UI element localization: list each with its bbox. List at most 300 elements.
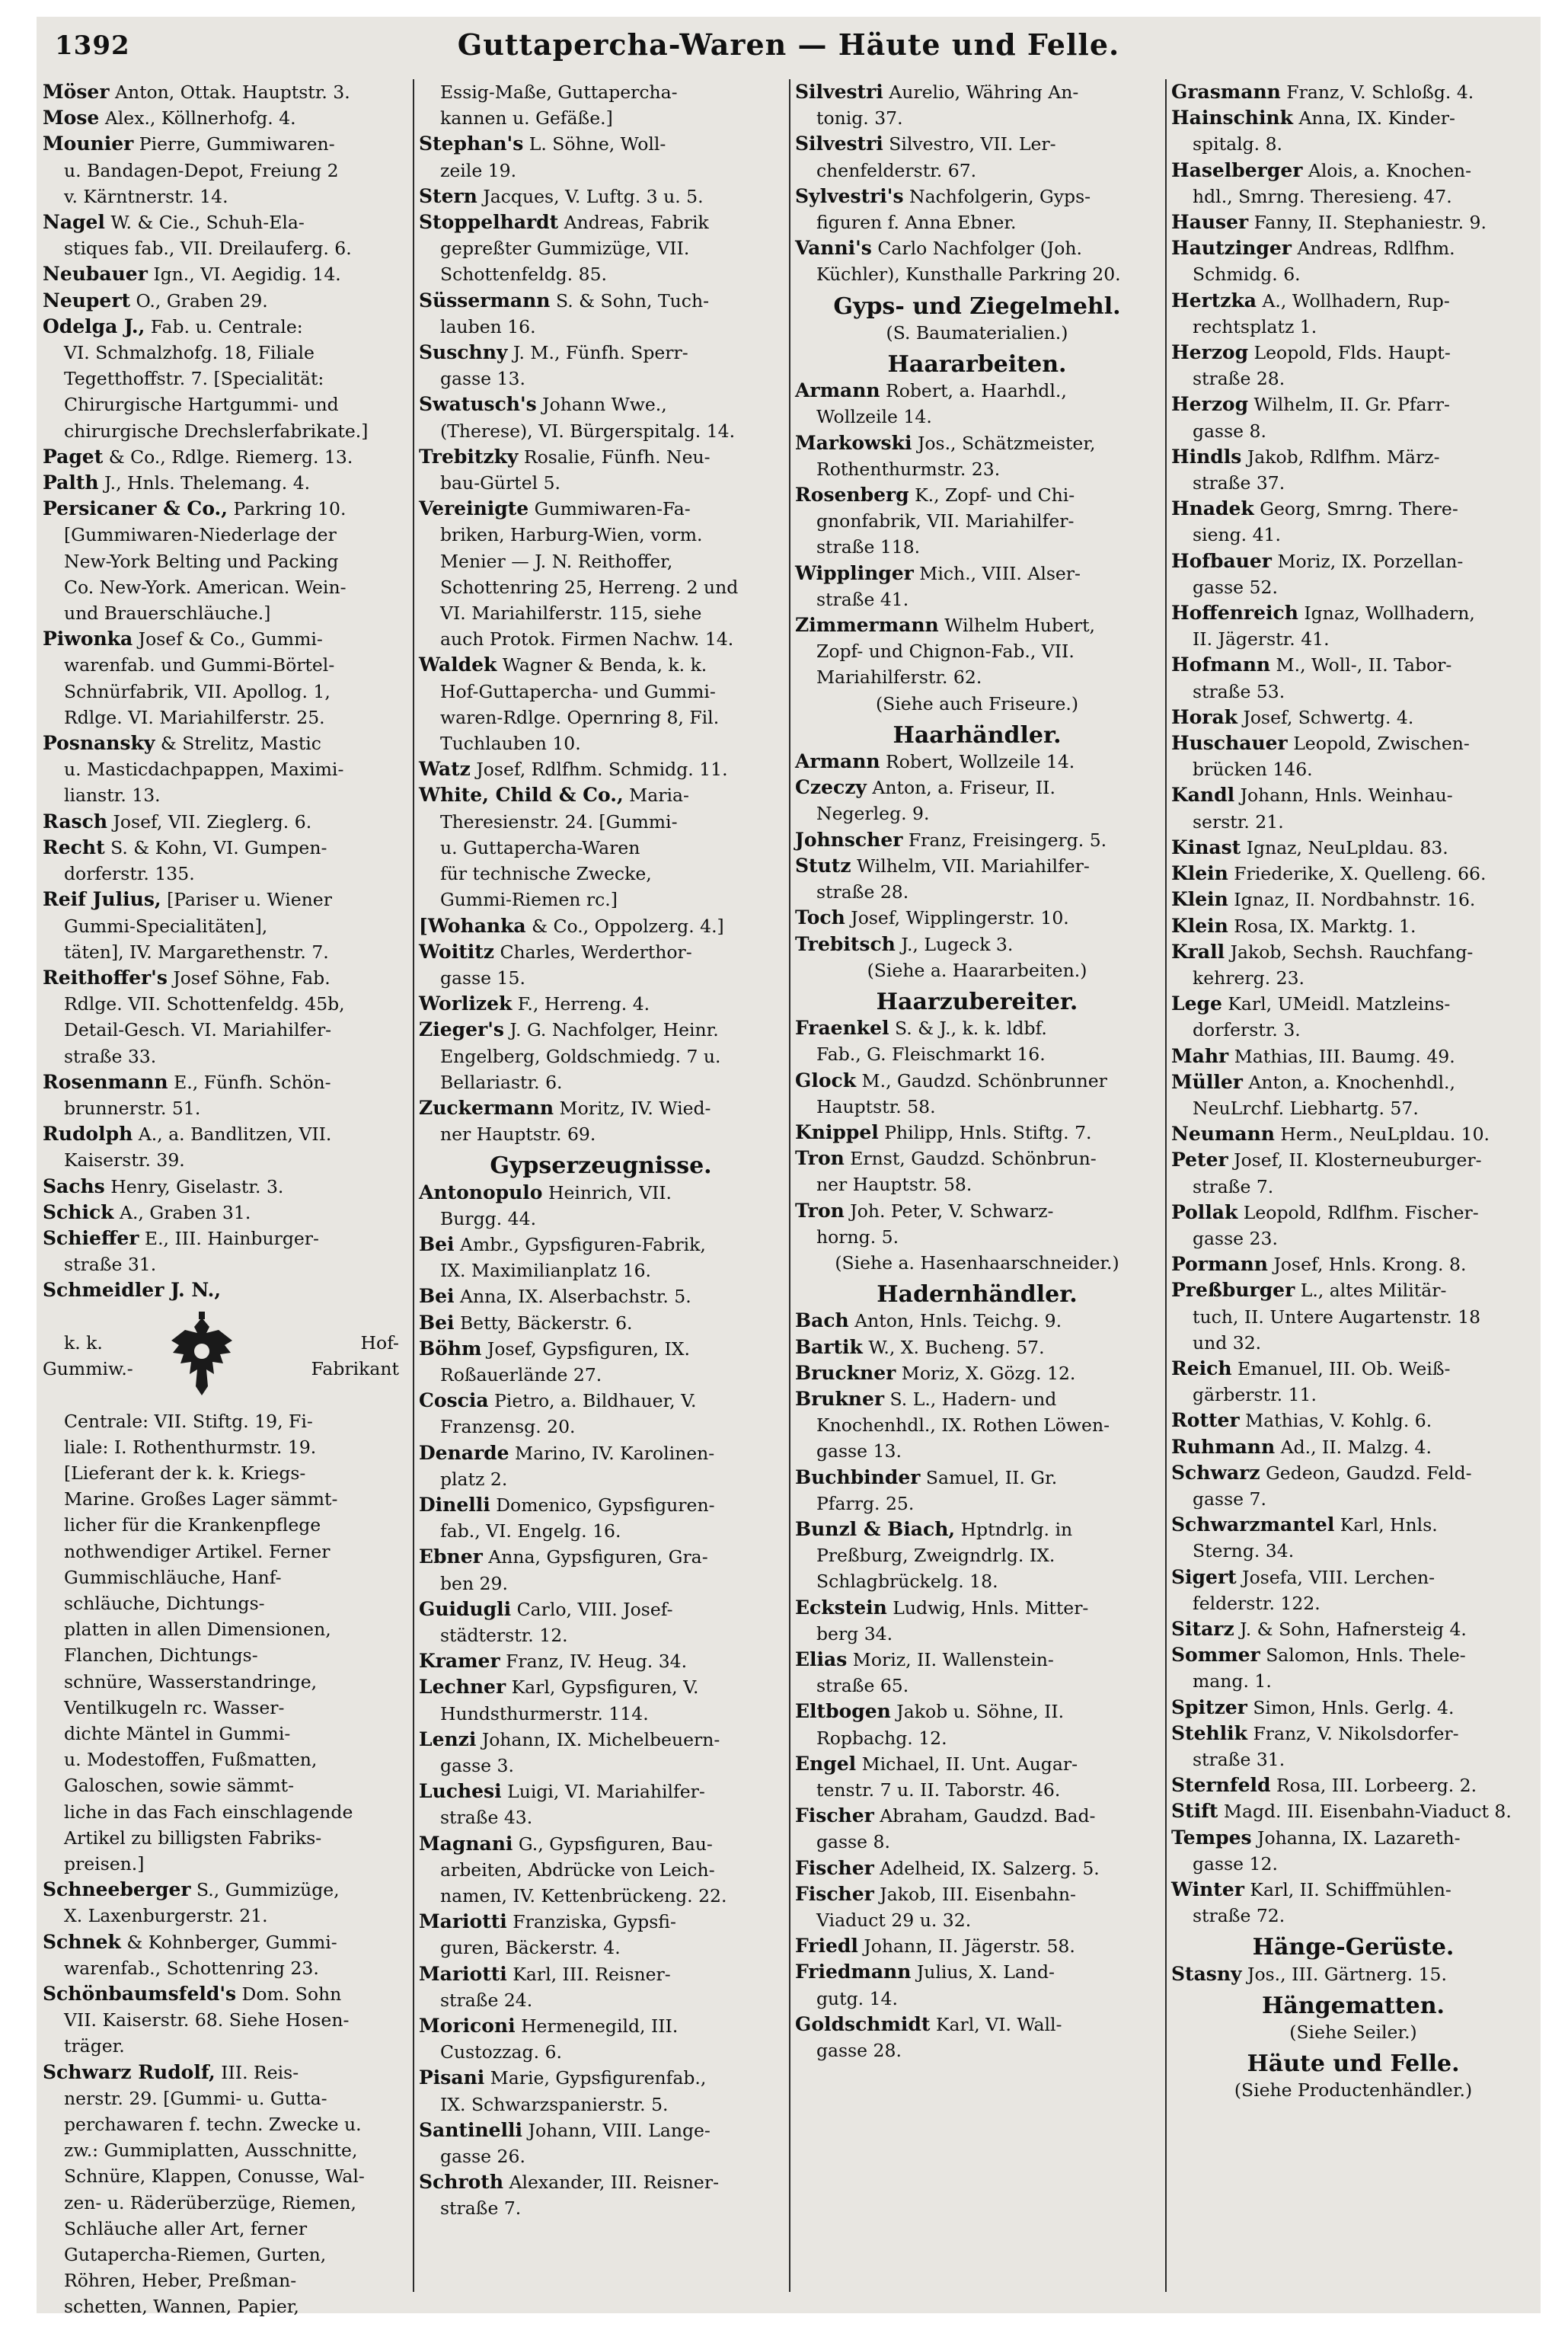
entry-continuation: u. Modestoffen, Fußmatten, [64,1749,318,1771]
entry-name: Brukner [795,1387,885,1410]
entry-name: Müller [1171,1070,1243,1093]
directory-entry [1171,1200,1535,1226]
entry-name: Lege [1171,992,1222,1015]
entry-continuation: gasse 12. [1193,1852,1278,1875]
column-divider [413,79,414,2292]
entry-details: Ignaz, Wollhadern, [1298,602,1475,625]
entry-name: White, Child & Co., [419,784,624,807]
entry-name: Mariotti [419,1962,507,1985]
entry-details: G., Gypsfiguren, Bau- [513,1833,713,1855]
entry-continuation: straße 7. [440,2197,522,2220]
entry-name: Zuckermann [419,1096,554,1119]
entry-continuation: Gummischläuche, Hanf- [64,1566,282,1588]
entry-details: Abraham, Gaudzd. Bad- [873,1805,1096,1827]
directory-entry [419,652,783,678]
entry-continuation: Schläuche aller Art, ferner [64,2217,308,2239]
entry-name: Grasmann [1171,81,1281,103]
directory-column-3 [795,79,1159,2300]
entry-details: J., Lugeck 3. [895,933,1014,955]
directory-entry [1171,1044,1535,1069]
entry-continuation: Hof-Guttapercha- und Gummi- [440,680,716,702]
directory-entry [43,1174,407,1200]
directory-entry [43,314,407,340]
crest-left-text [43,1330,157,1382]
directory-entry [1171,1356,1535,1382]
entry-continuation: lauben 16. [440,315,536,337]
entry-name: Hoffenreich [1171,602,1298,625]
entry-continuation: Chirurgische Hartgummi- und [64,394,339,416]
entry-details: S. L., Hadern- und [884,1388,1057,1410]
entry-continuation: Custozzag. 6. [440,2041,562,2063]
directory-entry [419,1310,783,1336]
directory-entry [419,1095,783,1121]
crest-text: Fabrikant [311,1358,399,1380]
directory-entry [43,261,407,287]
entry-continuation: New-York Belting und Packing [64,550,339,572]
entry-name: Hertzka [1171,289,1257,312]
entry-name: Schieffer [43,1226,139,1249]
directory-entry [1171,705,1535,730]
entry-details: Moriz, II. Wallenstein- [847,1648,1054,1670]
entry-name: Reif Julius, [43,888,161,911]
directory-entry [1171,1565,1535,1590]
directory-entry [795,853,1159,879]
entry-continuation: Marine. Großes Lager sämmt- [64,1488,338,1510]
entry-continuation: brücken 146. [1193,759,1313,781]
directory-entry [419,1727,783,1753]
entry-name: Magnani [419,1832,513,1855]
entry-name: Elias [795,1648,848,1670]
entry-name: Schick [43,1200,114,1223]
directory-entry [1171,1460,1535,1486]
entry-continuation: kehrerg. 23. [1193,967,1305,989]
entry-name: Rosenberg [795,484,909,507]
entry-continuation: Flanchen, Dichtungs- [64,1644,258,1667]
entry-details: Alex., Köllnerhofg. 4. [99,107,296,129]
entry-name: Rasch [43,810,108,833]
entry-details: Emanuel, III. Ob. Weiß- [1231,1357,1451,1379]
entry-name: Preßburger [1171,1279,1295,1302]
entry-details: Johann, II. Jägerstr. 58. [857,1935,1075,1958]
entry-name: Recht [43,836,105,858]
directory-entry [795,131,1159,157]
page-header [37,17,1541,67]
directory-entry [43,1929,407,1955]
directory-entry [1171,1512,1535,1538]
entry-continuation: und Brauerschläuche.] [64,602,271,625]
directory-entry [1171,340,1535,366]
entry-continuation: straße 31. [64,1254,157,1276]
directory-entry [795,1120,1159,1146]
entry-continuation: [Gummiwaren-Niederlage der [64,524,337,546]
entry-continuation: straße 43. [440,1807,533,1829]
entry-name: Sternfeld [1171,1774,1271,1797]
entry-name: Dinelli [419,1493,490,1516]
directory-entry [1171,496,1535,522]
entry-name: Suschny [419,341,508,364]
entry-name: Buchbinder [795,1465,921,1488]
directory-entry [795,1198,1159,1224]
entry-continuation: waren-Rdlge. Opernring 8, Fil. [440,706,720,728]
directory-entry [419,1388,783,1414]
directory-entry [1171,1277,1535,1303]
entry-name: Schmeidler J. N., [43,1279,222,1302]
entry-continuation: straße 72. [1193,1905,1285,1927]
entry-details: Johann, VIII. Lange- [522,2119,711,2141]
entry-name: Fischer [795,1856,874,1879]
entry-details: Charles, Werderthor- [494,941,692,963]
entry-name: Engel [795,1752,857,1775]
entry-name: Worlizek [419,992,513,1015]
entry-continuation: u. Masticdachpappen, Maximi- [64,759,344,781]
entry-continuation: Schmidg. 6. [1193,264,1301,286]
entry-details: Anna, IX. Kinder- [1292,107,1455,129]
entry-continuation: straße 37. [1193,472,1285,494]
directory-entry [419,392,783,417]
directory-entry [1171,444,1535,470]
entry-details: Ignaz, II. Nordbahnstr. 16. [1228,889,1476,911]
directory-entry [795,827,1159,853]
directory-entry [795,1146,1159,1171]
entry-name: Bei [419,1311,455,1334]
entry-details: J. G. Nachfolger, Heinr. [503,1019,719,1041]
entry-continuation: gärberstr. 11. [1193,1384,1317,1406]
crest-text: Gummiw.- [43,1358,133,1380]
directory-entry [795,1068,1159,1094]
entry-continuation: warenfab. und Gummi-Börtel- [64,654,335,676]
entry-continuation: liale: I. Rothenthurmstr. 19. [64,1436,317,1458]
entry-details: Ignaz, NeuLpldau. 83. [1241,836,1448,858]
directory-entry [795,612,1159,638]
directory-entry [795,430,1159,456]
entry-name: Ruhmann [1171,1435,1276,1458]
entry-continuation: Mariahilferstr. 62. [816,666,982,689]
entry-continuation: bau-Gürtel 5. [440,472,561,494]
entry-continuation: Pfarrg. 25. [816,1492,915,1514]
entry-continuation: gasse 13. [816,1440,902,1462]
directory-entry [43,2060,407,2085]
entry-details: Anton, Hnls. Teichg. 9. [848,1310,1062,1332]
entry-details: Franz, Freisingerg. 5. [902,829,1107,851]
entry-details: Josef, VII. Zieglerg. 6. [107,810,312,833]
entry-name: Rotter [1171,1409,1240,1432]
entry-continuation: Küchler), Kunsthalle Parkring 20. [816,264,1121,286]
entry-continuation: serstr. 21. [1193,810,1284,833]
entry-continuation: chenfelderstr. 67. [816,159,977,181]
entry-continuation: straße 65. [816,1675,909,1697]
entry-continuation: tuch, II. Untere Augartenstr. 18 [1193,1306,1481,1328]
entry-details: Josef, Wipplingerstr. 10. [845,907,1069,929]
entry-name: Johnscher [795,828,903,851]
entry-continuation: u. Bandagen-Depot, Freiung 2 [64,159,339,181]
section-heading: Haarzubereiter. [876,988,1078,1015]
entry-continuation: Fab., G. Fleischmarkt 16. [816,1044,1046,1066]
entry-details: Rosalie, Fünfh. Neu- [518,446,711,468]
entry-details: Josef, Hnls. Krong. 8. [1267,1254,1467,1276]
entry-continuation: Schnüre, Klappen, Conusse, Wal- [64,2165,365,2188]
entry-name: Winter [1171,1878,1244,1901]
entry-continuation: straße 41. [816,588,909,610]
entry-continuation: rechtsplatz 1. [1193,315,1317,337]
entry-name: Klein [1171,862,1228,885]
entry-details: Jacques, V. Luftg. 3 u. 5. [477,185,704,207]
directory-entry [419,2169,783,2195]
directory-entry [795,1647,1159,1673]
entry-continuation: Engelberg, Goldschmiedg. 7 u. [440,1045,721,1067]
cross-reference: (Siehe Productenhändler.) [1234,2079,1473,2101]
entry-name: Glock [795,1069,857,1091]
entry-details: E., Fünfh. Schön- [168,1071,331,1093]
directory-entry [419,939,783,965]
entry-name: Schroth [419,2171,504,2194]
entry-continuation: warenfab., Schottenring 23. [64,1957,319,1979]
entry-continuation: briken, Harburg-Wien, vorm. [440,524,703,546]
entry-name: Armann [795,379,880,402]
entry-details: Ernst, Gaudzd. Schönbrun- [844,1148,1097,1170]
entry-name: Watz [419,758,471,781]
entry-name: Krall [1171,940,1225,963]
entry-name: Coscia [419,1389,489,1412]
entry-continuation: nerstr. 29. [Gummi- u. Gutta- [64,2087,327,2109]
entry-continuation: Viaduct 29 u. 32. [816,1910,972,1932]
entry-continuation: ben 29. [440,1572,508,1594]
entry-continuation: Wollzeile 14. [816,406,932,428]
entry-details: A., Wollhadern, Rup- [1256,289,1450,312]
entry-details: Karl, UMeidl. Matzleins- [1222,993,1451,1015]
entry-details: S., Gummizüge, [190,1879,340,1901]
entry-details: Ad., II. Malzg. 4. [1275,1436,1432,1458]
entry-name: Goldschmidt [795,2012,931,2035]
directory-column-2 [419,79,783,2300]
entry-details: Moriz, IX. Porzellan- [1271,550,1464,572]
entry-details: Anna, Gypsfiguren, Gra- [482,1546,708,1568]
entry-continuation: hdl., Smrng. Theresieng. 47. [1193,185,1452,207]
entry-name: Schwarzmantel [1171,1513,1335,1536]
entry-name: Kinast [1171,836,1241,858]
entry-name: Stutz [795,854,851,877]
entry-details: J. M., Fünfh. Sperr- [507,342,688,364]
entry-details: Leopold, Zwischen- [1287,733,1470,755]
entry-continuation: VI. Schmalzhofg. 18, Filiale [64,342,315,364]
entry-name: Persicaner & Co., [43,497,228,520]
entry-name: Vereinigte [419,497,529,520]
directory-entry [43,730,407,756]
section-heading: Hänge-Gerüste. [1252,1934,1455,1961]
entry-name: Vanni's [795,237,872,260]
directory-entry [795,1959,1159,1985]
directory-entry [419,991,783,1017]
directory-entry [43,626,407,652]
entry-name: Schwarz [1171,1461,1260,1484]
entry-continuation: Galoschen, sowie sämmt- [64,1775,295,1797]
directory-entry [419,1440,783,1466]
entry-details: Alexander, III. Reisner- [503,2172,720,2194]
entry-continuation: Hauptstr. 58. [816,1095,936,1117]
directory-entry [1171,652,1535,678]
entry-name: Herzog [1171,393,1249,416]
directory-entry [1171,1695,1535,1721]
directory-entry [43,1121,407,1147]
section-heading: Gypserzeugnisse. [490,1152,712,1180]
directory-entry [795,1334,1159,1360]
entry-details: Josef, Schwertg. 4. [1237,706,1414,728]
entry-continuation: figuren f. Anna Ebner. [816,212,1017,234]
entry-name: Herzog [1171,341,1249,364]
entry-details: Karl, II. Schiffmühlen- [1244,1879,1451,1901]
entry-details: Betty, Bäckerstr. 6. [454,1312,633,1334]
directory-entry [43,105,407,131]
entry-name: Schnek [43,1930,121,1953]
directory-entry [43,1877,407,1903]
entry-details: III. Reis- [215,2061,299,2083]
entry-name: Stasny [1171,1962,1242,1985]
directory-entry [1171,1798,1535,1824]
directory-entry [1171,600,1535,626]
entry-continuation: gasse 26. [440,2146,525,2168]
entry-name: Czeczy [795,776,867,799]
entry-continuation: gnonfabrik, VII. Mariahilfer- [816,510,1075,532]
entry-continuation: lianstr. 13. [64,785,161,807]
entry-name: Moriconi [419,2015,516,2038]
directory-entry [419,1648,783,1674]
entry-details: W., X. Bucheng. 57. [862,1336,1045,1358]
entry-continuation: u. Guttapercha-Waren [440,836,640,858]
entry-details: Anton, a. Knochenhdl., [1242,1071,1455,1093]
entry-continuation: spitalg. 8. [1193,133,1282,155]
entry-details: Wilhelm, II. Gr. Pfarr- [1248,394,1450,416]
entry-details: Karl, III. Reisner- [506,1963,671,1985]
entry-name: Silvestri [795,133,883,155]
entry-details: Magd. III. Eisenbahn-Viaduct 8. [1218,1801,1512,1823]
entry-name: Peter [1171,1149,1228,1171]
entry-details: Nachfolgerin, Gyps- [903,185,1091,207]
entry-details: Karl, Gypsfiguren, V. [506,1676,699,1699]
entry-continuation: gasse 23. [1193,1227,1278,1249]
entry-name: Denarde [419,1441,509,1464]
entry-continuation: Röhren, Heber, Preßman- [64,2270,297,2292]
entry-continuation: Centrale: VII. Stiftg. 19, Fi- [64,1410,313,1432]
cross-reference: (Siehe Seiler.) [1289,2022,1417,2044]
entry-continuation: horng. 5. [816,1226,899,1248]
entry-continuation: berg 34. [816,1622,893,1644]
directory-entry [795,79,1159,105]
entry-details: Jakob, Sechsh. Rauchfang- [1225,941,1474,963]
entry-name: Zimmermann [795,614,939,637]
entry-continuation: Franzensg. 20. [440,1416,576,1438]
entry-details: Joh. Peter, V. Schwarz- [844,1200,1054,1222]
entry-continuation: schläuche, Dichtungs- [64,1592,265,1614]
directory-entry [43,1277,407,1303]
entry-name: Spitzer [1171,1696,1247,1718]
section-heading: Hadernhändler. [877,1281,1078,1309]
entry-continuation: VI. Mariahilferstr. 115, siehe [440,602,702,625]
entry-continuation: fab., VI. Engelg. 16. [440,1520,621,1542]
directory-entry [419,444,783,470]
entry-name: Hnadek [1171,497,1254,520]
entry-continuation: Co. New-York. American. Wein- [64,576,346,598]
entry-continuation: nothwendiger Artikel. Ferner [64,1540,331,1562]
entry-name: Bei [419,1285,455,1308]
entry-continuation: Schottenring 25, Herreng. 2 und [440,576,739,598]
directory-entry [1171,887,1535,913]
directory-entry [43,1200,407,1226]
directory-entry [1171,939,1535,965]
directory-entry [419,288,783,314]
entry-continuation: Rdlge. VII. Schottenfeldg. 45b, [64,993,345,1015]
directory-entry [43,887,407,913]
directory-entry [43,1226,407,1251]
entry-continuation: zw.: Gummiplatten, Ausschnitte, [64,2140,358,2162]
entry-continuation: (Therese), VI. Bürgerspitalg. 14. [440,420,736,442]
entry-name: Horak [1171,705,1237,728]
directory-entry [1171,1408,1535,1433]
entry-details: S. & Sohn, Tuch- [550,289,710,312]
entry-name: Lechner [419,1676,506,1699]
entry-continuation: Tuchlauben 10. [440,733,581,755]
directory-entry [795,1933,1159,1959]
entry-details: Jos., III. Gärtnerg. 15. [1241,1963,1447,1985]
entry-name: Reich [1171,1357,1232,1379]
directory-entry [43,209,407,235]
entry-name: Waldek [419,654,497,676]
entry-name: Huschauer [1171,732,1288,755]
directory-entry [43,288,407,314]
entry-continuation: gasse 8. [816,1831,890,1853]
entry-name: Sigert [1171,1565,1237,1588]
entry-continuation: Tegetthoffstr. 7. [Specialität: [64,368,324,390]
crest-text: Hof- [360,1331,399,1354]
entry-details: Josef, Rdlfhm. Schmidg. 11. [470,759,728,781]
entry-details: Georg, Smrng. There- [1253,498,1458,520]
entry-details: Pietro, a. Bildhauer, V. [488,1390,697,1412]
entry-name: Stoppelhardt [419,211,559,234]
entry-continuation: sieng. 41. [1193,524,1281,546]
entry-name: Bruckner [795,1361,896,1384]
entry-name: Süssermann [419,289,551,312]
entry-details: Fanny, II. Stephaniestr. 9. [1248,212,1487,234]
entry-details: Fab. u. Centrale: [145,315,303,337]
entry-name: Bach [795,1309,849,1332]
entry-name: Fischer [795,1882,874,1905]
entry-details: Carlo Nachfolger (Joh. [871,238,1082,260]
entry-continuation: für technische Zwecke, [440,863,652,885]
entry-name: Friedmann [795,1961,912,1983]
entry-continuation: städterstr. 12. [440,1624,568,1646]
entry-name: Silvestri [795,81,883,103]
entry-name: Knippel [795,1120,879,1143]
entry-continuation: gutg. 14. [816,1987,898,2009]
entry-continuation: Zopf- und Chignon-Fab., VII. [816,641,1075,663]
entry-details: L., altes Militär- [1295,1280,1447,1302]
entry-name: Pisani [419,2066,485,2089]
entry-details: Johanna, IX. Lazareth- [1251,1827,1461,1849]
section-heading: Hängematten. [1262,1992,1445,2019]
entry-continuation: dorferstr. 135. [64,863,195,885]
entry-name: Markowski [795,431,912,454]
entry-details: Henry, Giselastr. 3. [104,1175,284,1197]
directory-entry [1171,1721,1535,1747]
entry-details: Friederike, X. Quelleng. 66. [1228,863,1487,885]
entry-continuation: Rdlge. VI. Mariahilferstr. 25. [64,706,325,728]
entry-details: Robert, a. Haarhdl., [880,380,1067,402]
entry-details: & Strelitz, Mastic [155,733,321,755]
entry-continuation: Gummi-Specialitäten], [64,915,268,937]
directory-page [37,17,1541,2318]
entry-name: Swatusch's [419,393,537,416]
entry-name: Sommer [1171,1644,1260,1667]
entry-details: Hptndrlg. in [955,1518,1073,1540]
directory-entry [43,1069,407,1095]
